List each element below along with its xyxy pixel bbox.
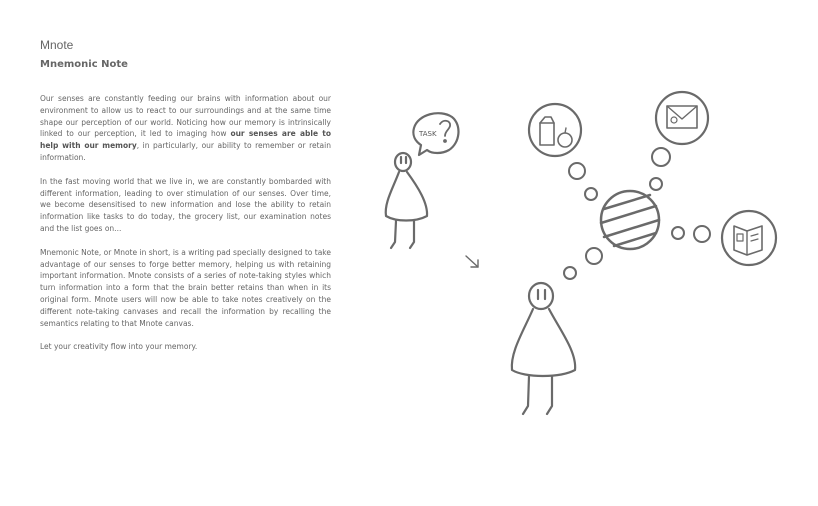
grocery-icon xyxy=(529,104,581,156)
paragraph-1-end: , in particularly, our ability to remember or retain information. xyxy=(40,141,331,162)
paragraph-1-start: Our senses are constantly feeding our brains with information about our environment to allow us to react to our surroundings and at the same time shape our perception of our world. Noticing how our memory is intrinsically linked to our perception, it led to imaging how xyxy=(40,94,331,139)
striped-circle-icon xyxy=(601,191,659,249)
thought-bubble-icon xyxy=(564,148,710,279)
paragraph-2: In the fast moving world that we live in, we are constantly bombarded with different information, leading to over stimulation of our senses. Over time, we become desensitised to new information and lose the ability to retain information like tasks to do today, the grocery list, our examination notes and the list goes on... xyxy=(40,176,331,233)
arrow-icon xyxy=(466,256,478,267)
task-label: TASK xyxy=(419,130,437,138)
task-thought-bubble-icon xyxy=(413,113,458,155)
app-subtitle: Mnemonic Note xyxy=(40,59,128,70)
app-title: Mnote xyxy=(40,38,74,52)
paragraph-3: Mnemonic Note, or Mnote in short, is a writing pad specially designed to take advantage of our senses to forge better memory, helping us with retaining important information. Mnote consists of a series of note-taking styles which turn information into a form that the brain better retains than when in its original form. Mnote users will now be able to take notes creatively on the different note-taking canvases and recall the information by recalling the semantics relating to that Mnote canvas. xyxy=(40,247,331,328)
paragraph-4: Let your creativity flow into your memory. xyxy=(40,342,198,352)
paragraph-1-emphasis: our senses are able to help with our memory xyxy=(40,129,331,151)
mail-icon xyxy=(656,92,708,144)
book-icon xyxy=(722,211,776,265)
figure-small-icon xyxy=(386,153,427,248)
figure-large-icon xyxy=(512,283,575,414)
